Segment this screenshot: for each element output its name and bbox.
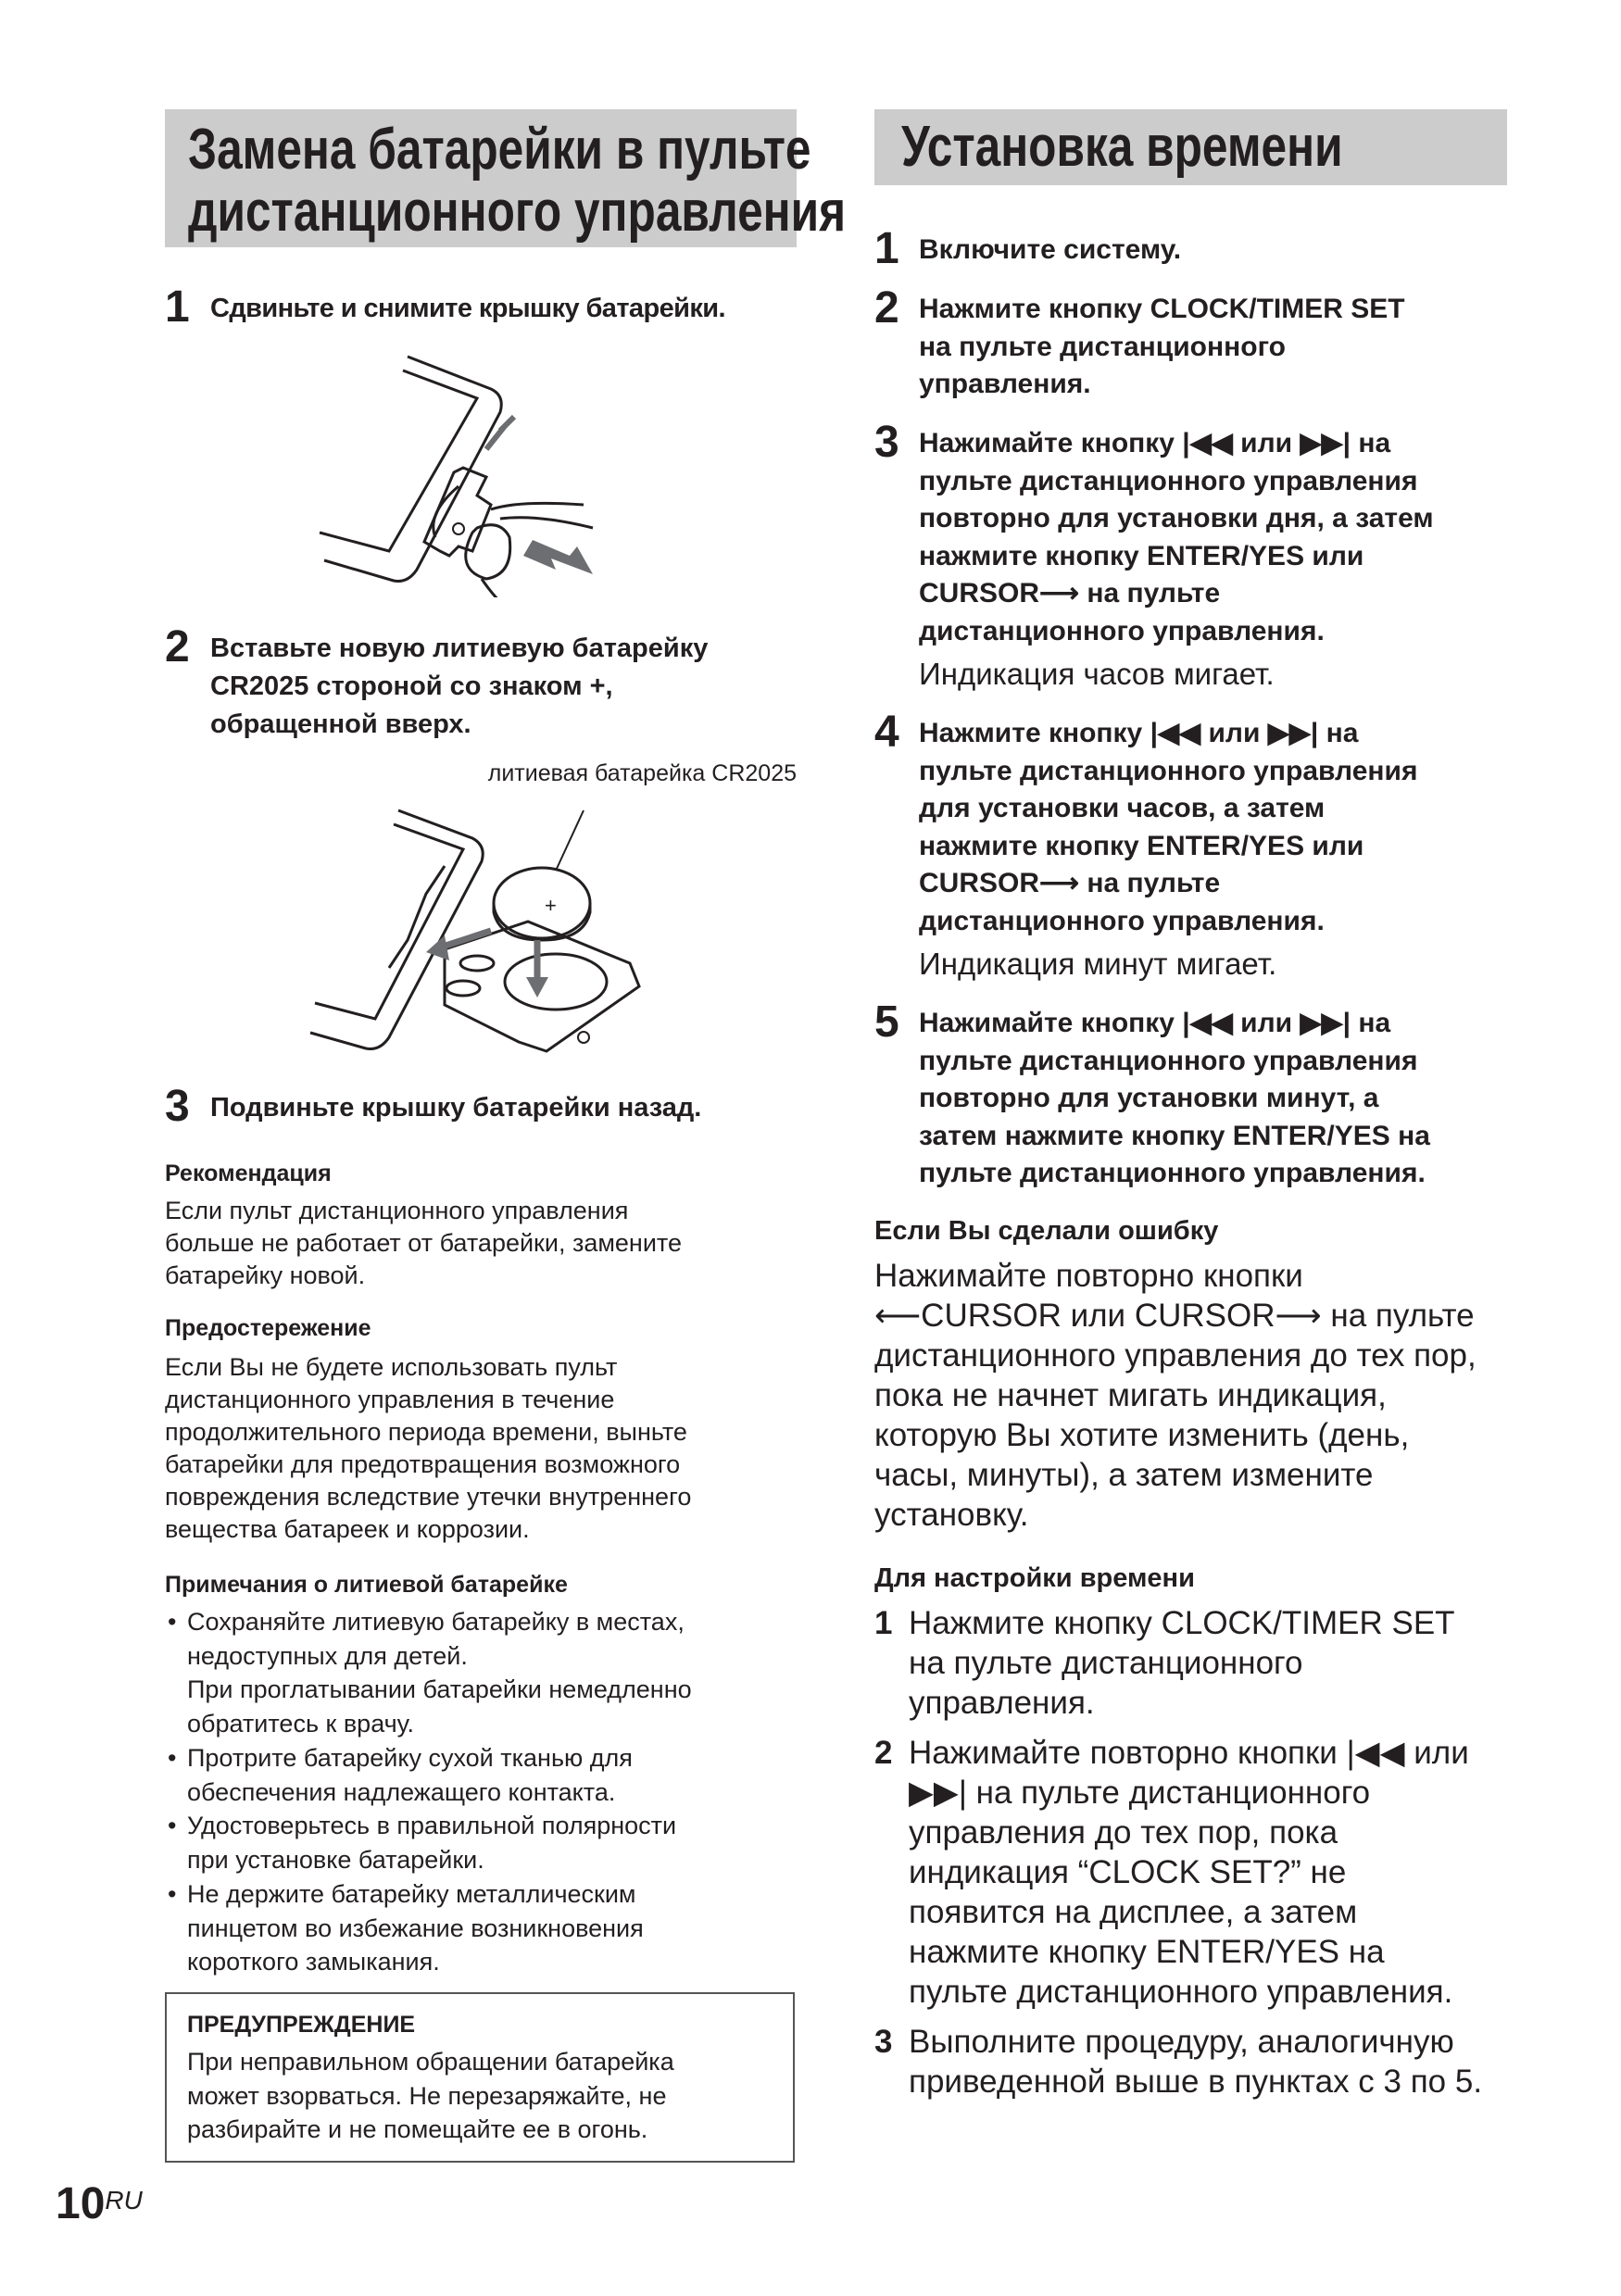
- bullet-icon: •: [168, 1880, 177, 1908]
- error-body: [874, 1256, 1476, 1535]
- text-line: управления.: [909, 1685, 1095, 1721]
- text-line: Подвиньте крышку батарейки назад.: [210, 1093, 702, 1123]
- text-line: Если Вы не будете использовать пульт: [165, 1353, 618, 1381]
- text-line: ⟵CURSOR или CURSOR⟶ на пульте: [874, 1298, 1475, 1334]
- step-text: [210, 290, 725, 328]
- text-line: может взорваться. Не перезаряжайте, не: [187, 2081, 667, 2110]
- text-line: CURSOR⟶ на пульте: [919, 868, 1221, 898]
- text-line: Нажимайте кнопку |◀◀ или ▶▶| на: [919, 428, 1391, 458]
- battery-plus-sign: +: [545, 894, 557, 917]
- text-line: Сохраняйте литиевую батарейку в местах,: [187, 1608, 685, 1636]
- step-number: 1: [874, 1605, 893, 1641]
- text-line: больше не работает от батарейки, замените: [165, 1229, 682, 1257]
- right-title-box: [874, 109, 1507, 185]
- text-line: повторно для установки минут, а: [919, 1083, 1379, 1113]
- slide-arrow-icon: [523, 540, 593, 574]
- left-title-line-2: дистанционного управления: [188, 180, 847, 244]
- step-number: 1: [165, 282, 190, 332]
- warning-box: [165, 1992, 795, 2163]
- text-line: которую Вы хотите изменить (день,: [874, 1417, 1410, 1453]
- text-line: При проглатывании батарейки немедленно: [187, 1675, 692, 1704]
- step-text: [909, 1603, 1455, 1723]
- text-line: управления.: [919, 369, 1091, 399]
- left-title-box: [165, 109, 847, 247]
- error-heading: Если Вы сделали ошибку: [874, 1216, 1219, 1246]
- text-line: Нажмите кнопку CLOCK/TIMER SET: [919, 294, 1405, 324]
- text-line: дистанционного управления до тех пор,: [874, 1337, 1476, 1374]
- caution-body: [165, 1351, 691, 1546]
- text-line: для установки часов, а затем: [919, 793, 1326, 823]
- text-line: обращенной вверх.: [210, 709, 471, 739]
- page-number: [56, 2178, 143, 2230]
- left-arrow-icon: [440, 931, 491, 947]
- step-number: 5: [874, 997, 899, 1047]
- text-line: ▶▶| на пульте дистанционного: [909, 1775, 1371, 1811]
- step-text: [919, 291, 1405, 404]
- text-line: Нажмите кнопку |◀◀ или ▶▶| на: [919, 718, 1359, 748]
- text-line: Выполните процедуру, аналогичную: [909, 2024, 1454, 2060]
- step-number: 2: [165, 622, 190, 671]
- text-line: пульте дистанционного управления: [919, 755, 1418, 786]
- text-line: Нажимайте повторно кнопки: [874, 1258, 1303, 1294]
- text-line: Сдвиньте и снимите крышку батарейки.: [210, 294, 725, 323]
- step-number: 4: [874, 708, 899, 757]
- remove-battery-cover-illustration: [315, 347, 658, 597]
- text-line: пульте дистанционного управления: [919, 1045, 1418, 1076]
- step-number: 3: [165, 1082, 190, 1131]
- warning-heading: ПРЕДУПРЕЖДЕНИЕ: [187, 2012, 416, 2038]
- bullet-icon: •: [168, 1744, 177, 1772]
- step-number: 2: [874, 1735, 893, 1771]
- left-title-line-1: Замена батарейки в пульте: [188, 118, 811, 182]
- text-line: пульте дистанционного управления.: [909, 1974, 1453, 2010]
- note-text: [187, 1877, 644, 1979]
- text-line: батарейку новой.: [165, 1261, 366, 1289]
- step-3-note: Индикация часов мигает.: [919, 657, 1275, 691]
- text-line: при установке батарейки.: [187, 1845, 484, 1874]
- text-line: затем нажмите кнопку ENTER/YES на: [919, 1120, 1430, 1151]
- text-line: нажмите кнопку ENTER/YES или: [919, 540, 1364, 571]
- note-text: [187, 1605, 692, 1741]
- text-line: повреждения вследствие утечки внутреннего: [165, 1483, 692, 1511]
- text-line: Удостоверьтесь в правильной полярности: [187, 1812, 677, 1839]
- step-text: [210, 1089, 701, 1127]
- text-line: пульте дистанционного управления: [919, 465, 1418, 496]
- text-line: недоступных для детей.: [187, 1641, 468, 1670]
- step-text: [210, 630, 708, 744]
- step-number: 1: [874, 224, 899, 273]
- text-line: на пульте дистанционного: [919, 331, 1286, 362]
- text-line: разбирайте и не помещайте ее в огонь.: [187, 2115, 648, 2143]
- text-line: При неправильном обращении батарейка: [187, 2048, 674, 2076]
- page-language-suffix: RU: [105, 2186, 143, 2214]
- right-title: Установка времени: [901, 115, 1343, 179]
- text-line: появится на дисплее, а затем: [909, 1894, 1358, 1930]
- text-line: индикация “CLOCK SET?” не: [909, 1854, 1347, 1890]
- bullet-icon: •: [168, 1812, 177, 1839]
- text-line: батарейки для предотвращения возможного: [165, 1450, 681, 1478]
- text-line: продолжительного периода времени, выньте: [165, 1418, 687, 1446]
- text-line: пинцетом во избежание возникновения: [187, 1913, 644, 1942]
- page-number-value: 10: [56, 2179, 106, 2228]
- text-line: Не держите батарейку металлическим: [187, 1880, 636, 1908]
- warning-body: [187, 2045, 674, 2147]
- text-line: повторно для установки дня, а затем: [919, 503, 1434, 533]
- tip-heading: Рекомендация: [165, 1161, 332, 1186]
- caution-heading: Предостережение: [165, 1315, 371, 1341]
- text-line: Протрите батарейку сухой тканью для: [187, 1744, 633, 1772]
- bullet-icon: •: [168, 1608, 177, 1636]
- step-number: 3: [874, 418, 899, 467]
- text-line: вещества батареек и коррозии.: [165, 1515, 530, 1543]
- text-line: CR2025 стороной со знаком +,: [210, 671, 613, 701]
- text-line: нажмите кнопку ENTER/YES или: [919, 830, 1364, 861]
- text-line: часы, минуты), а затем измените: [874, 1457, 1374, 1493]
- step-text: [919, 1005, 1430, 1193]
- step-text: [919, 715, 1417, 940]
- text-line: установку.: [874, 1497, 1029, 1533]
- text-line: дистанционного управления.: [919, 905, 1325, 936]
- note-text: [187, 1741, 633, 1809]
- step-number: 3: [874, 2024, 893, 2060]
- step-number: 2: [874, 283, 899, 332]
- battery-caption: литиевая батарейка CR2025: [487, 760, 797, 786]
- text-line: Включите систему.: [919, 234, 1182, 265]
- text-line: Если пульт дистанционного управления: [165, 1197, 629, 1224]
- text-line: Вставьте новую литиевую батарейку: [210, 634, 709, 663]
- text-line: Нажимайте кнопку |◀◀ или ▶▶| на: [919, 1008, 1391, 1038]
- note-text: [187, 1809, 676, 1876]
- step-text: [909, 1733, 1469, 2012]
- text-line: CURSOR⟶ на пульте: [919, 578, 1221, 609]
- text-line: дистанционного управления в течение: [165, 1386, 615, 1413]
- text-line: приведенной выше в пунктах с 3 по 5.: [909, 2064, 1483, 2100]
- step-4-note: Индикация минут мигает.: [919, 947, 1277, 981]
- text-line: на пульте дистанционного: [909, 1645, 1303, 1681]
- tip-body: [165, 1195, 682, 1292]
- text-line: обеспечения надлежащего контакта.: [187, 1777, 616, 1806]
- text-line: пульте дистанционного управления.: [919, 1158, 1426, 1188]
- step-text: [919, 232, 1181, 270]
- adjust-heading: Для настройки времени: [874, 1563, 1195, 1593]
- text-line: Нажимайте повторно кнопки |◀◀ или: [909, 1735, 1469, 1771]
- text-line: короткого замыкания.: [187, 1948, 440, 1976]
- text-line: управления до тех пор, пока: [909, 1814, 1338, 1851]
- step-text: [919, 425, 1434, 650]
- step-text: [909, 2022, 1482, 2102]
- text-line: пока не начнет мигать индикация,: [874, 1377, 1387, 1413]
- text-line: нажмите кнопку ENTER/YES на: [909, 1934, 1385, 1970]
- insert-battery-illustration: [306, 792, 658, 1070]
- text-line: Нажмите кнопку CLOCK/TIMER SET: [909, 1605, 1455, 1641]
- text-line: обратитесь к врачу.: [187, 1710, 414, 1738]
- text-line: дистанционного управления.: [919, 615, 1325, 646]
- notes-heading: Примечания о литиевой батарейке: [165, 1572, 568, 1598]
